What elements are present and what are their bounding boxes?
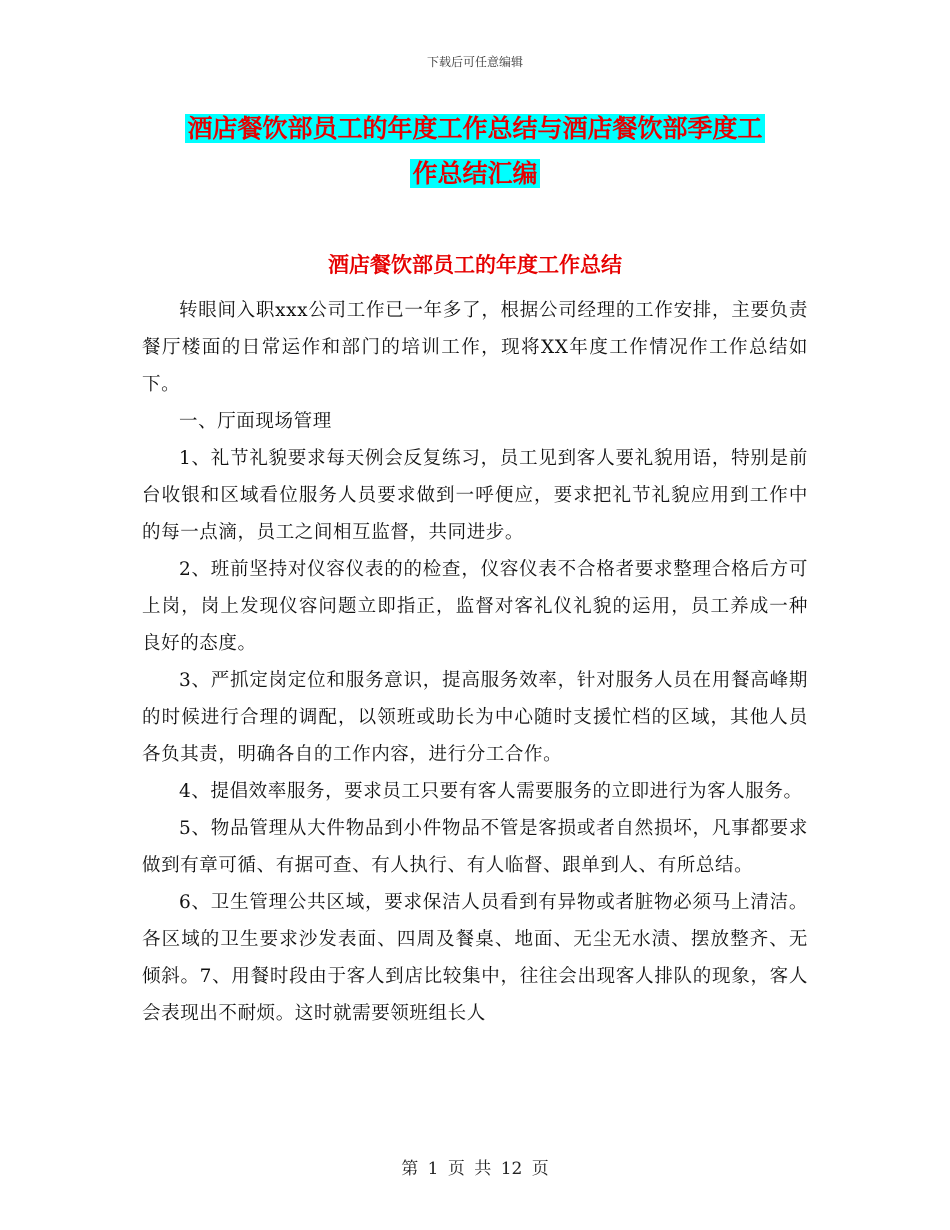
paragraph-item-5: 5、物品管理从大件物品到小件物品不管是客损或者自然损坏，凡事都要求做到有章可循、有据可查、有人执行、有人临督、跟单到人、有所总结。 [142,818,808,876]
paragraph-item-6: 6、卫生管理公共区域，要求保洁人员看到有异物或者脏物必须马上清洁。各区域的卫生要求沙发表面、四周及餐桌、地面、无尘无水渍、摆放整齐、无倾斜。7、用餐时段由于客人到店比较集中，往往会出现客人排队的现象，客人会表现出不耐烦。这时就需要领班组长人 [142,892,808,1024]
document-title-line-1: 酒店餐饮部员工的年度工作总结与酒店餐饮部季度工 [187,114,763,143]
paragraph-item-4: 4、提倡效率服务，要求员工只要有客人需要服务的立即进行为客人服务。 [179,781,803,802]
paragraph-heading-1: 一、厅面现场管理 [179,411,332,432]
section-title: 酒店餐饮部员工的年度工作总结 [328,253,622,277]
paragraph-item-2: 2、班前坚持对仪容仪表的的检查，仪容仪表不合格者要求整理合格后方可上岗，岗上发现仪容问题立即指正，监督对客礼仪礼貌的运用，员工养成一种良好的态度。 [142,559,808,654]
document-body [142,292,808,1032]
paragraph-intro: 转眼间入职xxx公司工作已一年多了，根据公司经理的工作安排，主要负责餐厅楼面的日常运作和部门的培训工作，现将XX年度工作情况作工作总结如下。 [142,300,808,395]
document-title-line-2: 作总结汇编 [412,159,538,188]
header-note: 下载后可任意编辑 [426,55,523,69]
paragraph-item-3: 3、严抓定岗定位和服务意识，提高服务效率，针对服务人员在用餐高峰期的时候进行合理的调配，以领班或助长为中心随时支援忙档的区域，其他人员各负其责，明确各自的工作内容，进行分工合作。 [142,670,808,765]
paragraph-item-1: 1、礼节礼貌要求每天例会反复练习，员工见到客人要礼貌用语，特别是前台收银和区域看位服务人员要求做到一呼便应，要求把礼节礼貌应用到工作中的每一点滴，员工之间相互监督，共同进步。 [142,448,808,543]
page-footer: 第 1 页 共 12 页 [401,1159,549,1179]
